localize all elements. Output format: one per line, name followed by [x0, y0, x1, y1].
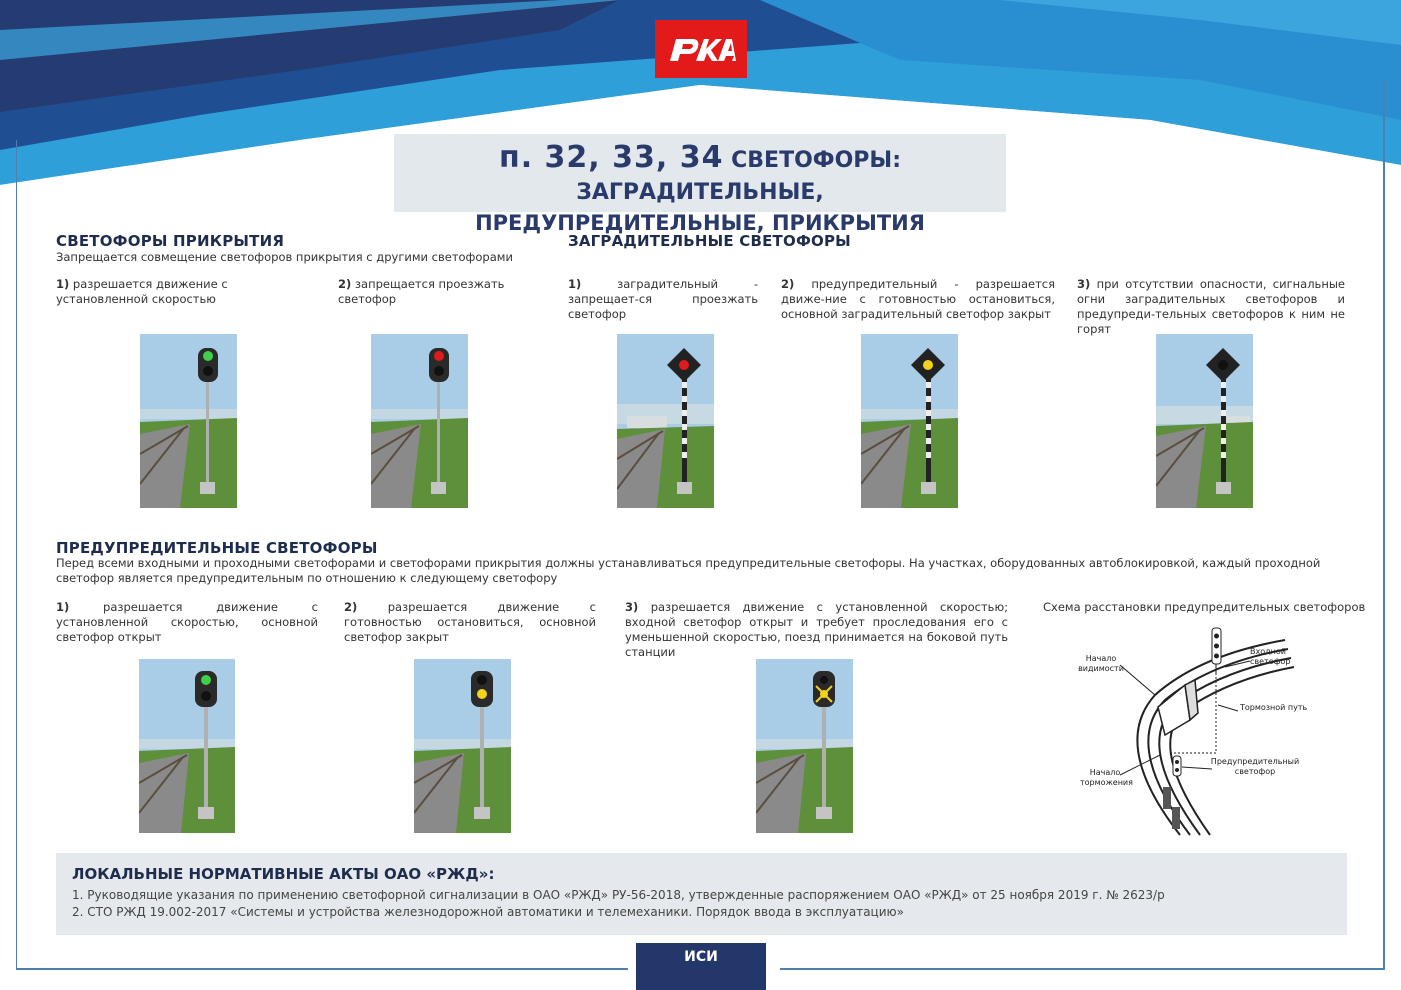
cover-note: Запрещается совмещение светофоров прикрытия с другими светофорами	[56, 250, 513, 264]
title-numbers: п. 32, 33, 34	[498, 140, 724, 175]
footer-label: ИСИ	[684, 949, 718, 965]
warning-heading: ПРЕДУПРЕДИТЕЛЬНЫЕ СВЕТОФОРЫ	[56, 539, 378, 557]
warning-item-3: 3) разрешается движение с установленной скоростью; входной светофор открыт и требует проследования его с уменьшенной скоростью, поезд принимается на боковой путь станции	[625, 600, 1008, 659]
cover-item-1: 1) разрешается движение с установленной скоростью	[56, 277, 228, 306]
diagram-title: Схема расстановки предупредительных светофоров	[1043, 600, 1366, 614]
diagram-label-brake-path: Тормозной путь	[1240, 703, 1308, 712]
diagram-label-start-braking: Начало торможения	[1080, 768, 1133, 787]
page-frame	[16, 0, 1385, 970]
diagram-label-entry-signal: Входной светофор	[1250, 647, 1291, 666]
diagram-label-start-visibility: Начало видимости	[1078, 654, 1124, 673]
cover-heading: СВЕТОФОРЫ ПРИКРЫТИЯ	[56, 232, 285, 250]
warning-item-2: 2) разрешается движение с готовностью остановиться, основной светофор закрыт	[344, 600, 597, 644]
norms-heading: ЛОКАЛЬНЫЕ НОРМАТИВНЫЕ АКТЫ ОАО «РЖД»:	[72, 865, 495, 883]
barrier-item-3: 3) при отсутствии опасности, сигнальные огни заградительных светофоров и предупреди-тельных светофоров к ним не горят	[1077, 277, 1346, 336]
cover-item-2: 2) запрещается проезжать светофор	[338, 277, 505, 306]
barrier-item-1: 1) заградительный - запрещает-ся проезжать светофор	[568, 277, 758, 321]
norms-item-1: 1. Руководящие указания по применению светофорной сигнализации в ОАО «РЖД» РУ-56-2018, утвержденные распоряжением ОАО «РЖД» от 25 ноября 2019 г. № 2623/р	[72, 888, 1165, 902]
warning-note: Перед всеми входными и проходными светофорами и светофорами прикрытия должны устанавливаться предупредительные светофоры. На участках, оборудованных автоблокировкой, каждый проходной светофор является предупредительным по отношению к следующему светофору	[56, 556, 1321, 585]
diagram-label-warning-signal: Предупредительный светофор	[1210, 757, 1300, 776]
barrier-heading: ЗАГРАДИТЕЛЬНЫЕ СВЕТОФОРЫ	[568, 232, 851, 250]
title-line2: ПРЕДУПРЕДИТЕЛЬНЫЕ, ПРИКРЫТИЯ	[475, 211, 925, 235]
footer-tab	[636, 943, 766, 990]
norms-item-2: 2. СТО РЖД 19.002-2017 «Системы и устройства железнодорожной автоматики и телемеханики. Порядок ввода в эксплуатацию»	[72, 905, 904, 919]
title-line1: СВЕТОФОРЫ: ЗАГРАДИТЕЛЬНЫЕ,	[576, 148, 902, 205]
barrier-item-2: 2) предупредительный - разрешается движе-ние с готовностью остановиться, основной заградительный светофор закрыт	[781, 277, 1056, 321]
warning-item-1: 1) разрешается движение с установленной скоростью, основной светофор открыт	[56, 600, 319, 644]
